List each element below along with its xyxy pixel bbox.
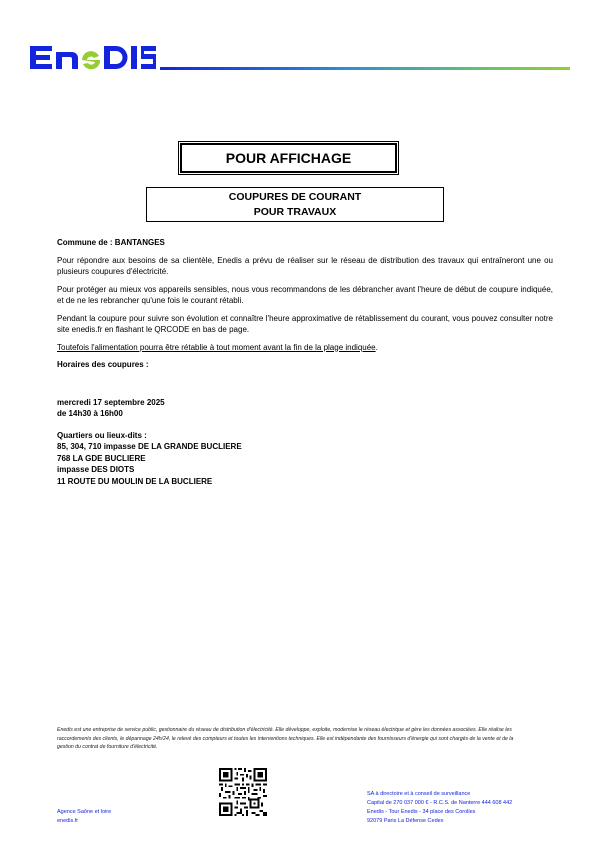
qr-code[interactable] <box>219 768 267 816</box>
commune-value: BANTANGES <box>114 238 165 247</box>
schedule-block <box>57 397 553 420</box>
legal-line-4: 92079 Paris La Défense Cedex <box>367 818 444 824</box>
locations-block <box>57 430 553 488</box>
footer-note: Enedis est une entreprise de service public, gestionnaire du réseau de distribution d'électricité. Elle développe, exploite, modernise le réseau électrique et gère les données associées. Elle réalise les raccordements des clients, le dépannage 24h/24, le relevé des compteurs et toutes les interventions techniques. Elle est indépendante des fournisseurs d'énergie qui sont chargés de la vente et de la gestion du contrat de fourniture d'électricité. <box>57 727 514 750</box>
location-item: 768 LA GDE BUCLIERE <box>57 453 146 463</box>
website-link[interactable]: enedis.fr <box>57 818 79 824</box>
paragraph-2: Pour protéger au mieux vos appareils sensibles, nous vous recommandons de les débrancher avant l'heure de début de coupure indiquée, et de ne les rebrancher qu'une fois le courant rétabli. <box>57 284 553 305</box>
paragraph-3: Pendant la coupure pour suivre son évolution et connaître l'heure approximative de rétablissement du courant, vous pouvez consulter notre site enedis.fr en flashant le QRCODE en bas de page. <box>57 313 553 334</box>
subtitle-line-1: COUPURES DE COURANT <box>228 191 362 203</box>
restore-warning: Toutefois l'alimentation pourra être rétablie à tout moment avant la fin de la plage indiquée <box>57 342 376 352</box>
legal-line-1: SA à directoire et à conseil de surveillance <box>367 791 471 797</box>
page-title: POUR AFFICHAGE <box>180 143 397 173</box>
notice-content <box>57 237 553 487</box>
paragraph-1: Pour répondre aux besoins de sa clientèle, Enedis a prévu de réaliser sur le réseau de distribution des travaux qui entraîneront une ou plusieurs coupures d'électricité. <box>57 255 553 276</box>
locations-label: Quartiers ou lieux-dits : <box>57 430 147 440</box>
subtitle-line-2: POUR TRAVAUX <box>253 206 337 218</box>
commune-label: Commune de : <box>57 238 113 247</box>
agency-name: Agence Saône et loire <box>57 809 112 815</box>
legal-line-3: Enedis - Tour Enedis - 34 place des Corolles <box>367 809 476 815</box>
schedule-time: de 14h30 à 16h00 <box>57 409 123 418</box>
enedis-logo <box>28 40 158 72</box>
legal-line-2: Capital de 270 037 000 € - R.C.S. de Nanterre 444 608 442 <box>367 800 513 806</box>
legal-info <box>367 790 512 826</box>
location-item: 85, 304, 710 impasse DE LA GRANDE BUCLIERE <box>57 442 242 451</box>
location-item: 11 ROUTE DU MOULIN DE LA BUCLIERE <box>57 476 213 486</box>
schedule-label: Horaires des coupures : <box>57 360 149 369</box>
commune-line <box>57 237 553 249</box>
header-gradient-line <box>160 67 570 70</box>
paragraph-4: Toutefois l'alimentation pourra être rétablie à tout moment avant la fin de la plage indiquée. <box>57 342 378 352</box>
schedule-date: mercredi 17 septembre 2025 <box>57 397 165 407</box>
subtitle-box <box>146 187 444 222</box>
location-item: impasse DES DIOTS <box>57 465 135 474</box>
agency-info <box>57 808 111 826</box>
